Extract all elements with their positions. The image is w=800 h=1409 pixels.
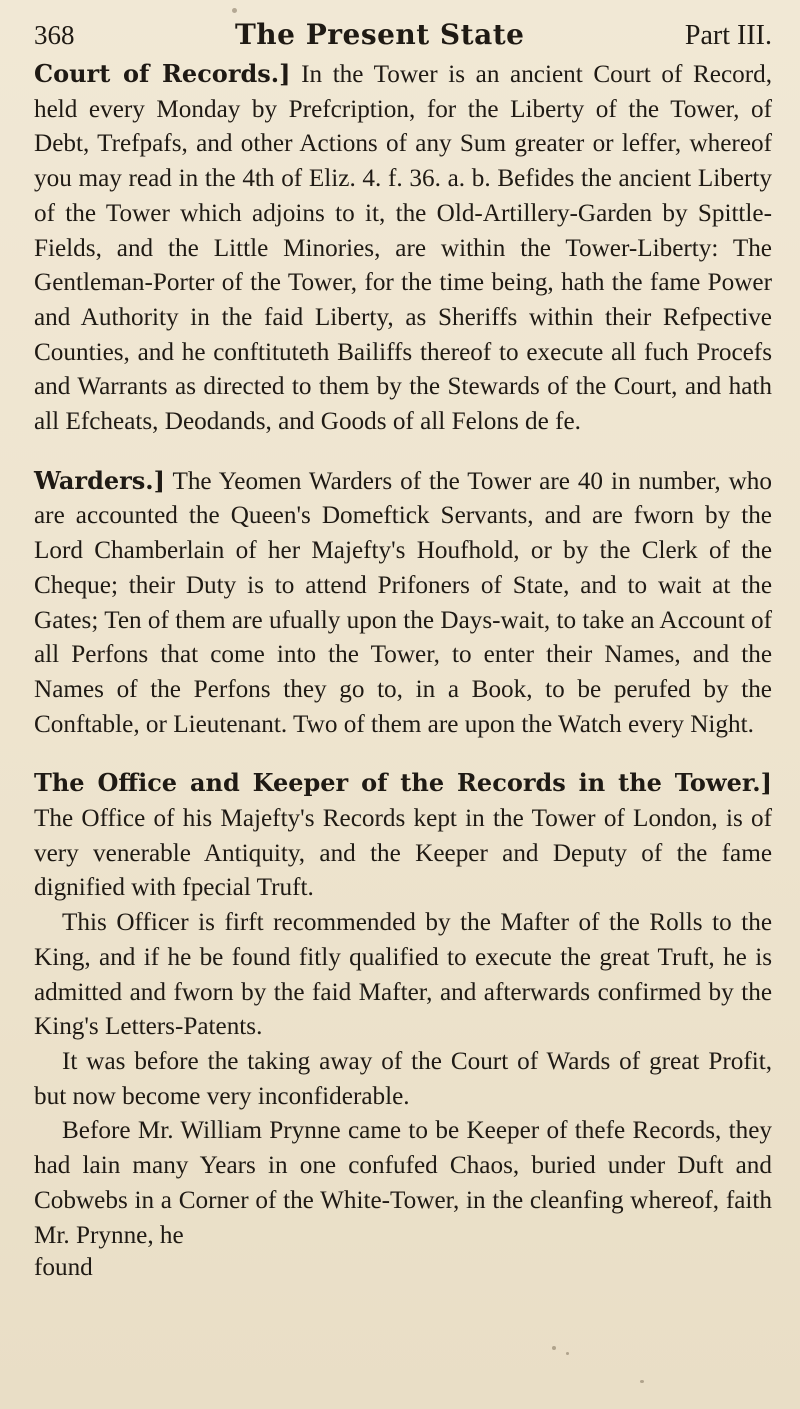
paragraph-court-of-wards bbox=[34, 1045, 772, 1114]
page-number: 368 bbox=[34, 20, 75, 50]
paragraph-text: Before Mr. William Prynne came to be Keeper of thefe Records, they had lain many Years in one confufed Chaos, buried under Duft and Cobwebs in a Corner of the White-Tower, in the cleanfing whereof, faith Mr. Prynne, he bbox=[34, 1117, 772, 1249]
side-heading: The Office and Keeper of the Records in the Tower.] bbox=[34, 768, 772, 798]
paragraph-warders bbox=[34, 464, 772, 743]
paragraph-office-keeper-records bbox=[34, 766, 772, 906]
paragraph-officer-recommended bbox=[34, 906, 772, 1045]
paragraph-text: This Officer is firft recommended by the Mafter of the Rolls to the King, and if he be found fitly qualified to execute the great Truft, he is admitted and fworn by the faid Mafter, and afterwards confirmed by the King's Letters-Patents. bbox=[34, 909, 772, 1041]
paragraph-text: The Yeomen Warders of the Tower are 40 in number, who are accounted the Queen's Domeftick Servants, and are fworn by the Lord Chamberlain of her Majefty's Houfhold, or by the Clerk of the Cheque; their Duty is to attend Prifoners of State, and to wait at the Gates; Ten of them are ufually upon the Days-wait, to take an Account of all Perfons that come into the Tower, to enter their Names, and the Names of the Perfons they go to, in a Book, to be perufed by the Conftable, or Lieutenant. Two of them are upon the Watch every Night. bbox=[34, 467, 772, 738]
catchword: found bbox=[34, 1254, 93, 1282]
body-text bbox=[34, 57, 772, 1286]
paragraph-court-of-records bbox=[34, 57, 772, 440]
running-title: The Present State bbox=[234, 18, 525, 51]
paper-speck bbox=[232, 8, 237, 13]
paragraph-text: In the Tower is an ancient Court of Record, held every Monday by Prefcription, for the Liberty of the Tower, of Debt, Trefpafs, and other Actions of any Sum greater or leffer, whereof you may read in the 4th of Eliz. 4. f. 36. a. b. Befides the ancient Liberty of the Tower which adjoins to it, the Old-Artillery-Garden by Spittle-Fields, and the Little Minories, are within the Tower-Liberty: The Gentleman-Porter of the Tower, for the time being, hath the fame Power and Authority in the faid Liberty, as Sheriffs within their Refpective Counties, and he conftituteth Bailiffs thereof to execute all fuch Procefs and Warrants as directed to them by the Stewards of the Court, and hath all Efcheats, Deodands, and Goods of all Felons de fe. bbox=[34, 61, 772, 436]
running-head bbox=[34, 18, 772, 53]
part-label: Part III. bbox=[684, 20, 772, 51]
paragraph-text: The Office of his Majefty's Records kept in the Tower of London, is of very venerable Antiquity, and the Keeper and Deputy of the fame dignified with fpecial Truft. bbox=[34, 805, 772, 902]
paper-speck bbox=[640, 1380, 644, 1383]
paragraph-text: It was before the taking away of the Court of Wards of great Profit, but now become very inconfiderable. bbox=[34, 1047, 772, 1110]
paragraph-william-prynne bbox=[34, 1114, 772, 1253]
side-heading: Warders.] bbox=[34, 465, 165, 495]
paper-speck bbox=[566, 1352, 569, 1355]
side-heading: Court of Records.] bbox=[34, 59, 291, 88]
paper-speck bbox=[552, 1346, 556, 1350]
